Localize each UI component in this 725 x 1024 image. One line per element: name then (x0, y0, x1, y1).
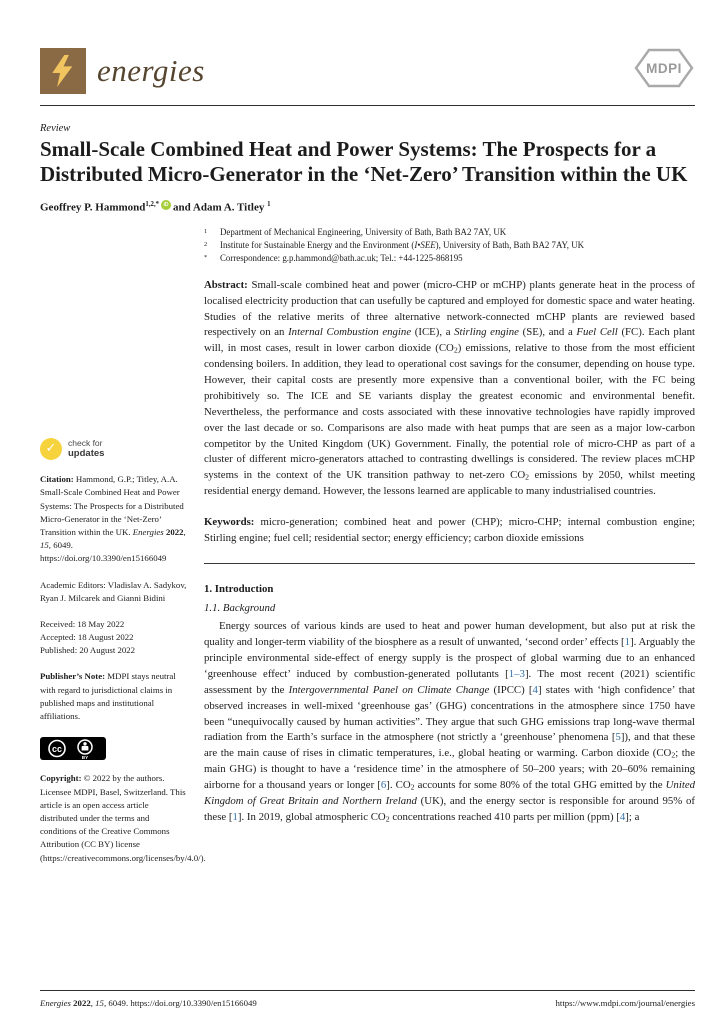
affiliation-text: Department of Mechanical Engineering, University of Bath, Bath BA2 7AY, UK (220, 227, 507, 238)
sidebar (40, 226, 206, 990)
content-columns (40, 226, 695, 990)
footer-journal-url[interactable]: https://www.mdpi.com/journal/energies (555, 998, 695, 1008)
footer-citation[interactable]: Energies 2022, 15, 6049. https://doi.org/10.3390/en15166049 (40, 998, 257, 1008)
article-dates (40, 618, 188, 658)
publishers-note: Publisher’s Note: MDPI stays neutral with regard to jurisdictional claims in published maps and institutional affiliations. (40, 671, 176, 721)
masthead-divider (40, 105, 695, 106)
affiliation-marker: * (204, 254, 208, 261)
affiliation-row (204, 252, 695, 265)
cc-by-license-badge[interactable] (40, 737, 188, 764)
article-type-label: Review (40, 123, 71, 134)
mdpi-logo[interactable] (633, 46, 695, 95)
mdpi-logo-text: MDPI (646, 61, 682, 76)
affiliation-row (204, 239, 695, 252)
checkmark-icon: ✓ (40, 438, 62, 460)
journal-name: energies (97, 53, 205, 88)
copyright-block: Copyright: © 2022 by the authors. Licensee MDPI, Basel, Switzerland. This article is an open access article distributed under the terms and conditions of the Creative Commons Attribution (CC BY) license (https://creativecommons.org/licenses/by/4.0/). (40, 773, 206, 863)
check-badge-line1: check for (68, 438, 103, 449)
journal-logo[interactable] (40, 48, 205, 94)
author-1-affil-sup: 1,2,* (145, 200, 160, 208)
correspondence-text[interactable]: Correspondence: g.p.hammond@bath.ac.uk; Tel.: +44-1225-868195 (220, 253, 463, 263)
section-divider (204, 563, 695, 564)
received-date: Received: 18 May 2022 (40, 618, 125, 629)
authors-line (40, 200, 695, 214)
affiliation-row (204, 226, 695, 239)
check-badge-line2: updates (68, 447, 105, 459)
author-2-affil-sup: 1 (267, 200, 271, 208)
article-title: Small-Scale Combined Heat and Power Systems: The Prospects for a Distributed Micro-Generator in the ‘Net-Zero’ Transition within the UK (40, 137, 688, 186)
affiliation-text: Institute for Sustainable Energy and the Environment (I•SEE), University of Bath, Bath BA2 7AY, UK (220, 240, 585, 251)
published-date: Published: 20 August 2022 (40, 645, 136, 656)
svg-text:BY: BY (81, 755, 89, 761)
affiliations-list (204, 226, 695, 265)
orcid-icon[interactable]: iD (161, 200, 171, 210)
affiliation-marker: 1 (204, 228, 208, 236)
academic-editors: Academic Editors: Vladislav A. Sadykov, Ryan J. Milcarek and Gianni Bidini (40, 579, 187, 603)
main-column (204, 226, 695, 990)
author-name-2: and Adam A. Titley (173, 201, 265, 214)
svg-text:cc: cc (51, 744, 63, 755)
masthead (40, 46, 695, 95)
keywords-paragraph: Keywords: micro-generation; combined heat and power (CHP); micro-CHP; internal combustion engine; Stirling engine; fuel cell; residential sector; energy efficiency; carbon dioxide emissions (204, 515, 695, 544)
check-for-updates-badge[interactable] (40, 438, 104, 460)
citation-block: Citation: Hammond, G.P.; Titley, A.A. Small-Scale Combined Heat and Power Systems: The Prospects for a Distributed Micro-Generator in the ‘Net-Zero’ Transition within the UK. Energies 2022, 15, 6049. https://doi.org/10.3390/en15166049 (40, 474, 186, 564)
footer-divider (40, 990, 695, 991)
body-paragraph: Energy sources of various kinds are used to heat and power human development, but also put at risk the quality and longer-term viability of the biosphere as a result of unwanted, ‘second order’ effects [1]. Arguably the principle environmental side-effect of energy supply is the prospect of global warming due to an enhanced ‘greenhouse effect’ induced by combustion-generated pollutants [1–3]. The most recent (2021) scientific assessment by the Intergovernmental Panel on Climate Change (IPCC) [4] states with ‘high confidence’ that observed increases in well-mixed ‘greenhouse gas’ (GHG) concentrations in the atmosphere since 1750 have been “unequivocally caused by human activities”. They argue that such GHG emissions trap long-wave thermal radiation from the Earth’s surface in the atmosphere (not strictly a ‘greenhouse’ phenomena [5]), and that these are the main cause of rises in climatic temperatures, i.e., global heating or warming. Carbon dioxide (CO2; the main GHG) is thought to have a ‘residence time’ in the atmosphere of 50–200 years; with 20–60% remaining airborne for a thousand years or longer [6]. CO2 accounts for some 80% of the total GHG emitted by the United Kingdom of Great Britain and Northern Ireland (UK), and the energy sector is responsible for around 95% of these [1]. In 2019, global atmospheric CO2 concentrations reached 410 parts per million (ppm) [4]; a (204, 620, 696, 824)
section-subheading: 1.1. Background (204, 601, 276, 614)
abstract-paragraph: Abstract: Small-scale combined heat and power (micro-CHP or mCHP) plants generate heat in the process of localised electricity production that can usefully be captured and employed for domestic space and water heating. Studies of the relative merits of three alternative network-connected mCHP plants are reviewed based respectively on an Internal Combustion engine (ICE), a Stirling engine (SE), and a Fuel Cell (FC). Each plant will, in most cases, result in lower carbon dioxide (CO2) emissions, relative to those from the most efficient condensing boilers. In addition, they lead to operational cost savings for the consumer, depending on house type. However, their capital costs are presently more expensive than a conventional boiler, with the FC being prohibitively so. The ICE and SE variants display the greatest economic and environmental benefit. Nevertheless, the performance and costs associated with these innovative technologies have rapidly improved over the last decade or so. Comparisons are also made with heat pumps that are seen as a major low-carbon competitor by the United Kingdom (UK) Government. Finally, the potential role of micro-CHP as part of a cluster of different micro-generators attached to contrasting dwellings is considered. The review places mCHP systems in the context of the UK transition pathway to net-zero CO2 emissions by 2050, whilst meeting residential energy demand. However, the lessons learned are applicable to many industrialised countries. (204, 278, 695, 498)
energies-bolt-icon (40, 48, 86, 94)
accepted-date: Accepted: 18 August 2022 (40, 632, 134, 643)
author-name-1: Geoffrey P. Hammond (40, 201, 146, 214)
section-heading: 1. Introduction (204, 582, 274, 595)
affiliation-marker: 2 (204, 241, 208, 249)
check-badge-label (68, 439, 104, 459)
page-footer (40, 990, 695, 1008)
